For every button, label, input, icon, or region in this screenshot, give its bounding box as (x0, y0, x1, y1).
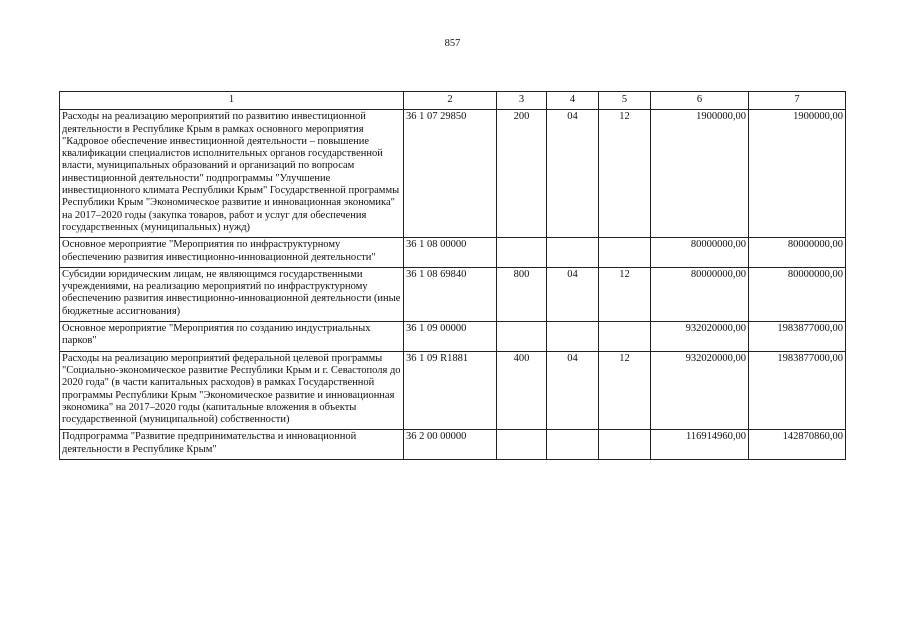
row-value-6: 932020000,00 (651, 351, 749, 430)
row-code: 36 1 08 00000 (404, 238, 497, 268)
table-row (60, 322, 846, 352)
row-value-7: 142870860,00 (749, 430, 846, 460)
row-col5 (599, 238, 651, 268)
budget-table (59, 91, 846, 460)
row-code: 36 1 07 29850 (404, 110, 497, 238)
table-row (60, 267, 846, 321)
row-col3: 200 (497, 110, 547, 238)
row-col5: 12 (599, 351, 651, 430)
row-value-6: 1900000,00 (651, 110, 749, 238)
row-col5 (599, 430, 651, 460)
row-col4: 04 (547, 110, 599, 238)
row-code: 36 1 08 69840 (404, 267, 497, 321)
row-col3: 400 (497, 351, 547, 430)
row-col3 (497, 322, 547, 352)
row-value-7: 1983877000,00 (749, 351, 846, 430)
row-value-7: 1900000,00 (749, 110, 846, 238)
row-value-6: 932020000,00 (651, 322, 749, 352)
row-name: Основное мероприятие "Мероприятия по созданию индустриальных парков" (60, 322, 404, 352)
row-code: 36 2 00 00000 (404, 430, 497, 460)
table-row (60, 351, 846, 430)
table-row (60, 110, 846, 238)
column-header: 1 (60, 92, 404, 110)
column-header: 7 (749, 92, 846, 110)
column-header: 4 (547, 92, 599, 110)
row-code: 36 1 09 R1881 (404, 351, 497, 430)
column-header: 5 (599, 92, 651, 110)
column-header: 6 (651, 92, 749, 110)
page-number: 857 (444, 38, 461, 49)
row-col5: 12 (599, 110, 651, 238)
row-col3 (497, 238, 547, 268)
row-value-6: 116914960,00 (651, 430, 749, 460)
header-row (60, 92, 846, 110)
row-col4: 04 (547, 267, 599, 321)
row-col4 (547, 430, 599, 460)
row-value-7: 80000000,00 (749, 238, 846, 268)
row-name: Субсидии юридическим лицам, не являющимся государственными учреждениями, на реализацию мероприятий по инфраструктурному обеспечению развития инвестиционно-инновационной деятельности (иные бюджетные ассигнования) (60, 267, 404, 321)
row-code: 36 1 09 00000 (404, 322, 497, 352)
table-row (60, 430, 846, 460)
row-col4 (547, 238, 599, 268)
table-row (60, 238, 846, 268)
row-value-6: 80000000,00 (651, 267, 749, 321)
row-name: Расходы на реализацию мероприятий по развитию инвестиционной деятельности в Республике Крым в рамках основного мероприятия "Кадровое обеспечение инвестиционной деятельности – повышение квалификации специалистов исполнительных органов государственной власти, муниципальных образований и организаций по вопросам инвестиционной деятельности" подпрограммы "Улучшение инвестиционного климата Республики Крым" Государственной программы Республики Крым "Экономическое развитие и инновационная экономика" на 2017–2020 годы (закупка товаров, работ и услуг для обеспечения государственных (муниципальных) нужд) (60, 110, 404, 238)
row-col4 (547, 322, 599, 352)
row-col5: 12 (599, 267, 651, 321)
row-col3 (497, 430, 547, 460)
row-name: Подпрограмма "Развитие предпринимательства и инновационной деятельности в Республике Крым" (60, 430, 404, 460)
row-col4: 04 (547, 351, 599, 430)
row-col5 (599, 322, 651, 352)
row-name: Расходы на реализацию мероприятий федеральной целевой программы "Социально-экономическое развитие Республики Крым и г. Севастополя до 2020 года" (в части капитальных расходов) в рамках Государственной программы Республики Крым "Экономическое развитие и инновационная экономика" на 2017–2020 годы (капитальные вложения в объекты государственной (муниципальной) собственности) (60, 351, 404, 430)
column-header: 3 (497, 92, 547, 110)
row-value-7: 80000000,00 (749, 267, 846, 321)
row-col3: 800 (497, 267, 547, 321)
row-value-6: 80000000,00 (651, 238, 749, 268)
row-value-7: 1983877000,00 (749, 322, 846, 352)
row-name: Основное мероприятие "Мероприятия по инфраструктурному обеспечению развития инвестиционно-инновационной деятельности" (60, 238, 404, 268)
column-header: 2 (404, 92, 497, 110)
